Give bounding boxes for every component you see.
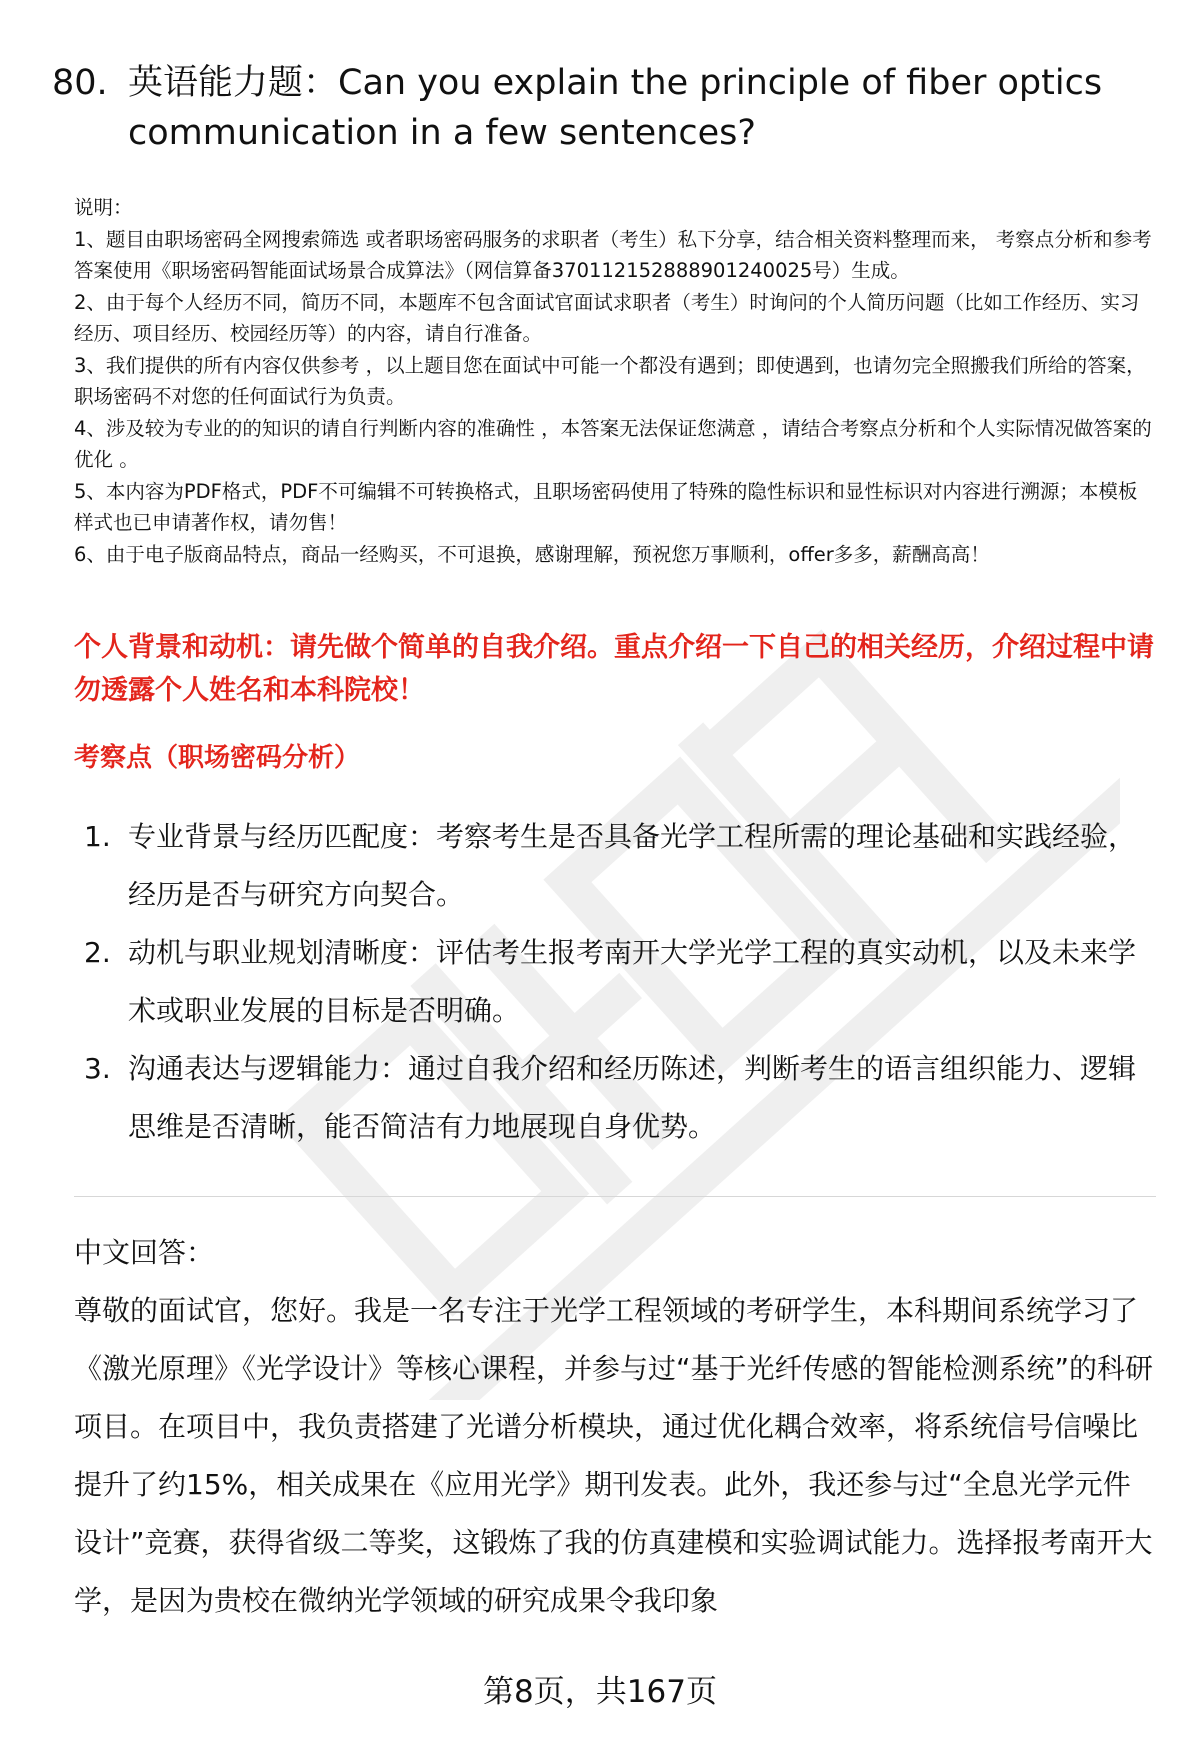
note-item: 6、由于电子版商品特点，商品一经购买，不可退换，感谢理解，预祝您万事顺利，offer多多，薪酬高高！ — [74, 542, 990, 566]
notes-heading: 说明： — [74, 196, 133, 219]
disclaimer-notes — [74, 192, 1154, 570]
point-index: 2. — [84, 936, 111, 969]
analysis-point — [74, 808, 1144, 924]
chinese-answer — [74, 1224, 1154, 1630]
question-title-line1: 英语能力题：Can you explain the principle of fiber optics — [128, 63, 1103, 103]
analysis-points — [74, 808, 1144, 1156]
note-item: 1、题目由职场密码全网搜索筛选 或者职场密码服务的求职者（考生）私下分享，结合相关资料整理而来， 考察点分析和参考答案使用《职场密码智能面试场景合成算法》（网信算备370112152888901240025号）生成。 — [74, 227, 1152, 282]
background-prompt: 个人背景和动机：请先做个简单的自我介绍。重点介绍一下自己的相关经历，介绍过程中请勿透露个人姓名和本科院校！ — [74, 632, 1154, 706]
question-title — [52, 58, 1152, 158]
point-text: 沟通表达与逻辑能力：通过自我介绍和经历陈述，判断考生的语言组织能力、逻辑思维是否清晰，能否简洁有力地展现自身优势。 — [128, 1052, 1137, 1143]
analysis-point — [74, 1040, 1144, 1156]
analysis-point — [74, 924, 1144, 1040]
note-item: 2、由于每个人经历不同，简历不同，本题库不包含面试官面试求职者（考生）时询问的个人简历问题（比如工作经历、实习经历、项目经历、校园经历等）的内容，请自行准备。 — [74, 290, 1140, 345]
point-text: 专业背景与经历匹配度：考察考生是否具备光学工程所需的理论基础和实践经验，经历是否与研究方向契合。 — [128, 820, 1137, 911]
note-item: 4、涉及较为专业的的知识的请自行判断内容的准确性 ，本答案无法保证您满意 ，请结合考察点分析和个人实际情况做答案的优化 。 — [74, 416, 1152, 471]
point-index: 3. — [84, 1052, 111, 1085]
question-number: 80. — [52, 63, 108, 103]
note-item: 5、本内容为PDF格式，PDF不可编辑不可转换格式，且职场密码使用了特殊的隐性标识和显性标识对内容进行溯源；本模板样式也已申请著作权，请勿售！ — [74, 479, 1138, 534]
answer-text: 尊敬的面试官，您好。我是一名专注于光学工程领域的考研学生，本科期间系统学习了《激光原理》《光学设计》等核心课程，并参与过“基于光纤传感的智能检测系统”的科研项目。在项目中，我负责搭建了光谱分析模块，通过优化耦合效率，将系统信号信噪比提升了约15%，相关成果在《应用光学》期刊发表。此外，我还参与过“全息光学元件设计”竞赛，获得省级二等奖，这锻炼了我的仿真建模和实验调试能力。选择报考南开大学，是因为贵校在微纳光学领域的研究成果令我印象 — [74, 1294, 1154, 1617]
page-footer: 第8页，共167页 — [483, 1674, 717, 1710]
question-title-line2: communication in a few sentences? — [128, 113, 756, 153]
point-index: 1. — [84, 820, 111, 853]
note-item: 3、我们提供的所有内容仅供参考 ，以上题目您在面试中可能一个都没有遇到；即使遇到，也请勿完全照搬我们所给的答案，职场密码不对您的任何面试行为负责。 — [74, 353, 1146, 408]
point-text: 动机与职业规划清晰度：评估考生报考南开大学光学工程的真实动机，以及未来学术或职业发展的目标是否明确。 — [128, 936, 1137, 1027]
answer-label: 中文回答： — [74, 1236, 215, 1269]
analysis-title: 考察点（职场密码分析） — [74, 743, 361, 773]
section-divider — [74, 1196, 1156, 1197]
